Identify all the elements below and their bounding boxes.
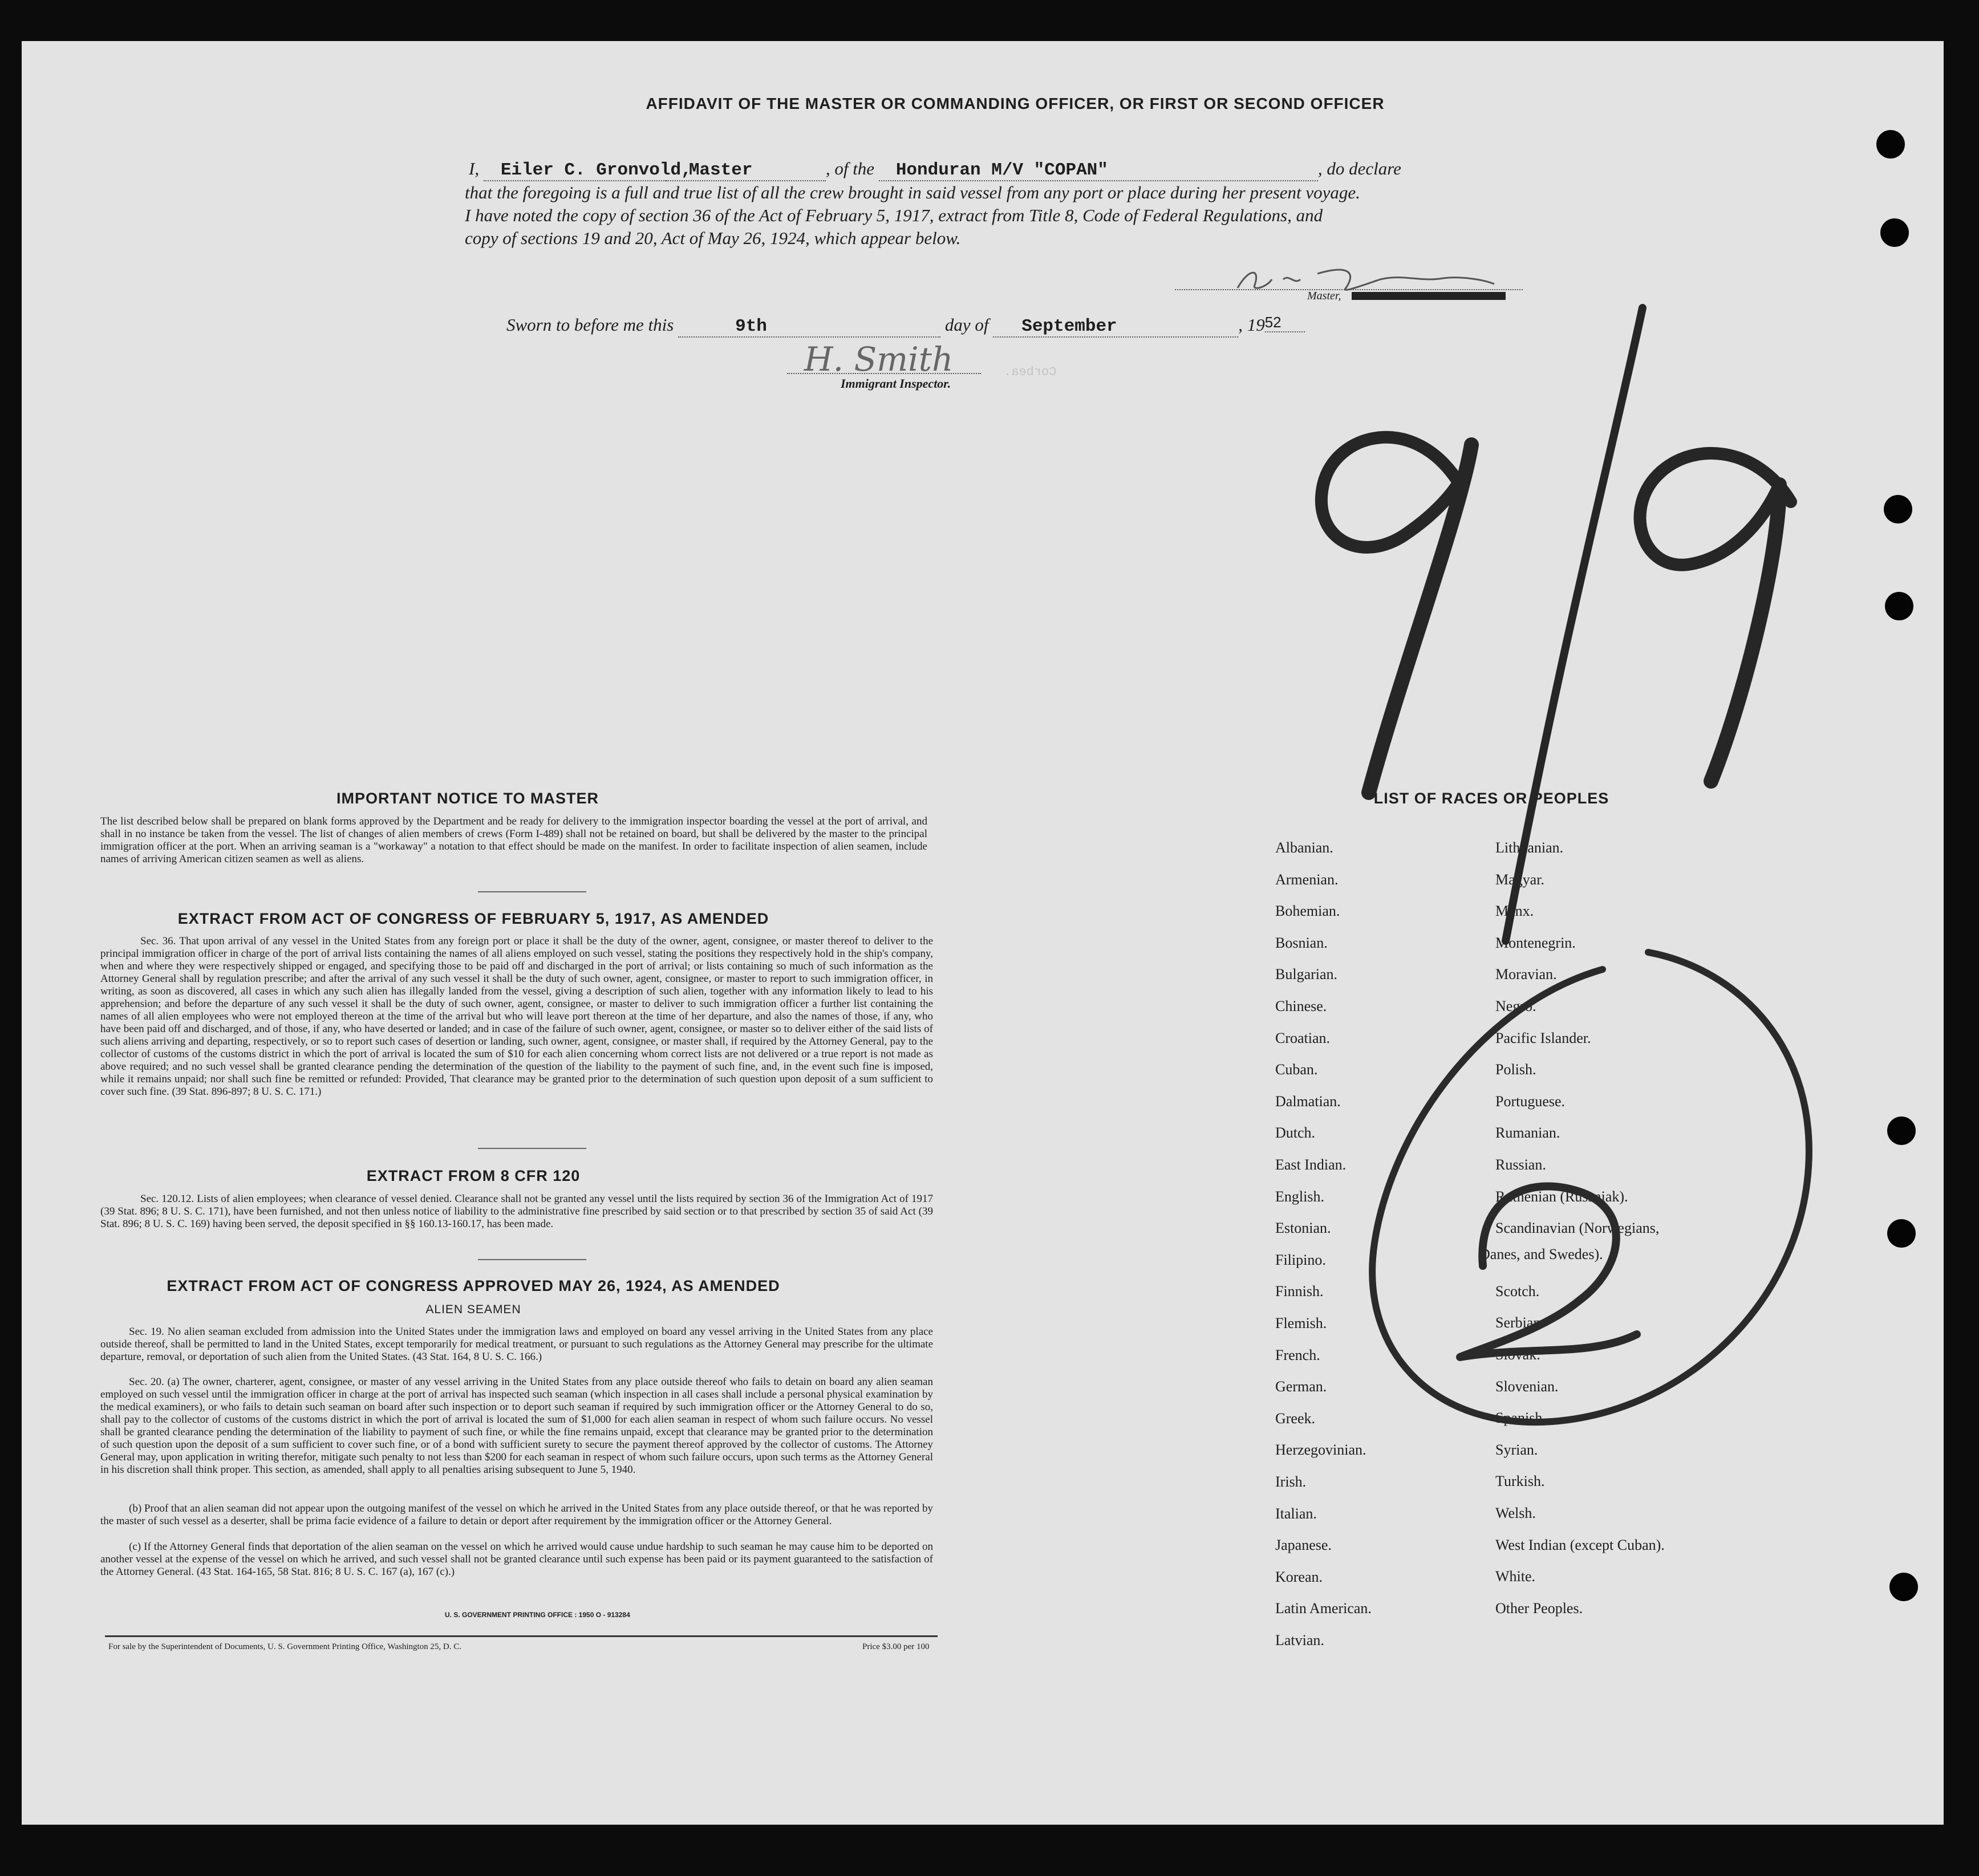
race-item: Pacific Islander. [1495, 1029, 1591, 1046]
race-item: Polish. [1495, 1061, 1536, 1078]
affidavit-line-2: that the foregoing is a full and true list of all the crew brought in said vessel from any port or place during her present voyage. [465, 182, 1360, 202]
race-item: Danes, and Swedes). [1479, 1246, 1603, 1262]
race-item: Estonian. [1275, 1220, 1331, 1237]
punch-hole [1876, 130, 1905, 159]
race-item: Herzegovinian. [1275, 1441, 1366, 1459]
race-item: Latvian. [1275, 1632, 1324, 1648]
race-item: Bohemian. [1275, 903, 1340, 920]
race-item: Negro. [1495, 998, 1536, 1014]
price-note: Price $3.00 per 100 [862, 1642, 930, 1651]
race-item: Slovenian. [1495, 1378, 1559, 1395]
race-item: Lithuanian. [1495, 839, 1564, 856]
race-item: Italian. [1275, 1505, 1317, 1522]
race-item: Russian. [1495, 1156, 1546, 1173]
race-item: Finnish. [1275, 1283, 1324, 1300]
race-item: Dutch. [1275, 1124, 1316, 1142]
race-item: Latin American. [1275, 1600, 1372, 1617]
extract-1917-title: EXTRACT FROM ACT OF CONGRESS OF FEBRUARY 5, 1917, AS AMENDED [177, 910, 769, 927]
race-item: Greek. [1275, 1410, 1316, 1427]
race-item: German. [1275, 1378, 1327, 1395]
handwritten-date-mark [1289, 297, 1814, 981]
year-prefix-text: , 19 [1238, 315, 1265, 335]
punch-hole [1885, 592, 1913, 620]
race-item: Spanish. [1495, 1410, 1546, 1427]
race-item: Filipino. [1275, 1251, 1326, 1268]
race-item: Rumanian. [1495, 1124, 1560, 1142]
race-item: Portuguese. [1495, 1093, 1566, 1110]
extract-1924-sec20a: Sec. 20. (a) The owner, charterer, agent, consignee, or master of any vessel arriving in the United States from any place outside thereof who fails to detain on board any alien seaman employed on such vessel until the immigration officer in charge at the port of arrival has inspected such seaman (which inspection in all cases shall include a personal physical examination by the medical examiners), or who fails to detain such seaman on board after such inspection or to deport such seaman if required by such immigration officer or the Attorney General to do so, shall pay to the collector of customs of the customs district in which the port of arrival is located the sum of $1,000 for each alien seaman in respect of whom such failure occurs. No vessel shall be granted clearance pending the determination of the liability to payment of such fine, or while the fine remains unpaid, except that clearance may be granted prior to the determination of such question upon the deposit of a sum sufficient to cover such fine, or of a bond with sufficient surety to secure the payment thereof approved by the collector of customs. The Attorney General may, upon application in writing therefor, mitigate such penalty to not less than $200 for each seaman in respect of whom such failure occurs, upon such terms as the Attorney General in his discretion shall think proper. This section, as amended, shall apply to all penalties arising subsequent to June 5, 1940. [100, 1376, 933, 1476]
race-item: Syrian. [1495, 1441, 1538, 1458]
sworn-day-field[interactable]: 9th [678, 316, 940, 338]
do-declare-text: , do declare [1317, 159, 1401, 178]
affidavit-i: I, [469, 159, 480, 178]
divider [478, 1148, 586, 1149]
inspector-caption: Immigrant Inspector. [841, 376, 951, 391]
race-item: Albanian. [1275, 839, 1333, 856]
divider [478, 1259, 586, 1260]
race-item: West Indian (except Cuban). [1495, 1536, 1665, 1553]
race-item: Moravian. [1495, 966, 1557, 983]
race-item: Korean. [1275, 1568, 1323, 1585]
affidavit-line-3: I have noted the copy of section 36 of the Act of February 5, 1917, extract from Title 8, Code of Federal Regulations, and [465, 205, 1323, 225]
notice-body: The list described below shall be prepared on blank forms approved by the Department and be ready for delivery to the immigration inspector boarding the vessel at the port of arrival, and shall in no instance be taken from the vessel. The list of changes of alien members of crews (Form I-489) shall not be retained on board, but shall be delivered by the master to the principal immigration officer at the port. When an arriving seaman is a "workaway" a notation to that effect should be made on the manifest. In order to facilitate inspection of alien seamen, include names of arriving American citizen seamen as well as aliens. [100, 815, 927, 865]
affidavit-title: AFFIDAVIT OF THE MASTER OR COMMANDING OFFICER, OR FIRST OR SECOND OFFICER [646, 95, 1385, 112]
vessel-field[interactable]: Honduran M/V "COPAN" [879, 160, 1318, 181]
race-item: Manx. [1495, 903, 1534, 920]
divider [478, 891, 586, 892]
master-signature [1232, 262, 1506, 297]
affidavit-line-4: copy of sections 19 and 20, Act of May 26, 1924, which appear below. [465, 228, 961, 248]
rank-field[interactable]: Master [666, 160, 826, 181]
race-item: Cuban. [1275, 1061, 1318, 1078]
race-item: Magyar. [1495, 871, 1544, 888]
punch-hole [1887, 1219, 1916, 1248]
extract-cfr-title: EXTRACT FROM 8 CFR 120 [366, 1167, 581, 1184]
notice-title: IMPORTANT NOTICE TO MASTER [336, 790, 599, 807]
race-item: Slovak. [1495, 1346, 1540, 1363]
race-item: Bosnian. [1275, 934, 1328, 951]
master-name-field[interactable]: Eiler C. Gronvold, [484, 160, 666, 181]
race-item: Other Peoples. [1495, 1599, 1583, 1617]
for-sale-note: For sale by the Superintendent of Documents, U. S. Government Printing Office, Washington 25, D. C. [108, 1642, 461, 1651]
day-of-text: day of [944, 315, 989, 335]
race-item: Turkish. [1495, 1473, 1545, 1490]
race-item: Scotch. [1495, 1282, 1540, 1300]
sworn-month-field[interactable]: September [993, 316, 1238, 338]
of-the-text: , of the [825, 159, 875, 178]
race-item: East Indian. [1275, 1156, 1347, 1173]
printing-office-imprint: U. S. GOVERNMENT PRINTING OFFICE : 1950 O - 913284 [445, 1611, 630, 1619]
race-item: Japanese. [1275, 1537, 1332, 1554]
race-item: Bulgarian. [1275, 966, 1338, 983]
race-item: Croatian. [1275, 1029, 1331, 1046]
extract-cfr-body: Sec. 120.12. Lists of alien employees; when clearance of vessel denied. Clearance shall not be granted any vessel until the lists required by section 36 of the Immigration Act of 1917 (39 Stat. 896; 8 U. S. C. 171), have been furnished, and not then unless notice of liability to the administrative fine prescribed by said section or to that prescribed by section 35 of said Act (39 Stat. 896; 8 U. S. C. 169) having been served, the deposit specified in §§ 160.13-160.17, has been made. [100, 1193, 933, 1230]
race-item: English. [1275, 1188, 1324, 1205]
extract-1924-sec19: Sec. 19. No alien seaman excluded from admission into the United States under the immigration laws and employed on board any vessel arriving in the United States from any place outside thereof, shall be permitted to land in the United States, except temporarily for medical treatment, or pursuant to such regulations as the Attorney General may prescribe for the ultimate departure, removal, or deportation of such alien from the United States. (43 Stat. 164, 8 U. S. C. 166.) [100, 1326, 933, 1363]
race-item: Armenian. [1275, 871, 1339, 888]
sworn-line [506, 314, 1305, 338]
bleed-through-text: Corbea. [1004, 365, 1057, 379]
extract-1924-title: EXTRACT FROM ACT OF CONGRESS APPROVED MAY 26, 1924, AS AMENDED [167, 1277, 780, 1294]
punch-hole [1884, 495, 1912, 523]
race-item: Dalmatian. [1275, 1093, 1341, 1110]
punch-hole [1887, 1116, 1916, 1145]
races-title: LIST OF RACES OR PEOPLES [1373, 790, 1609, 807]
sworn-text: Sworn to before me this [506, 315, 674, 335]
race-item: Montenegrin. [1495, 934, 1576, 951]
extract-1924-subtitle: ALIEN SEAMEN [425, 1303, 521, 1316]
race-item: Flemish. [1275, 1315, 1327, 1331]
punch-hole [1889, 1573, 1918, 1601]
race-item: French. [1275, 1346, 1320, 1363]
race-item: Welsh. [1495, 1505, 1536, 1521]
sworn-year-field[interactable]: 52 [1265, 314, 1305, 332]
race-item: Irish. [1275, 1473, 1307, 1490]
footer-rule [105, 1635, 938, 1637]
race-item: Chinese. [1275, 998, 1327, 1014]
race-item: White. [1495, 1568, 1536, 1585]
affidavit-declaration-line [469, 159, 1401, 181]
extract-1924-sec20b: (b) Proof that an alien seaman did not appear upon the outgoing manifest of the vessel on which he arrived in the United States from any place outside thereof, or that he was reported by the master of such vessel as a deserter, shall be prima facie evidence of a failure to detain or deport after requirement by the immigration officer or the Attorney General. [100, 1503, 933, 1527]
race-item: Ruthenian (Russniak). [1495, 1188, 1628, 1205]
inspector-signature-line [787, 372, 981, 374]
master-signature-caption: Master, [1307, 290, 1341, 302]
punch-hole [1880, 218, 1909, 247]
extract-1924-sec20c: (c) If the Attorney General finds that deportation of the alien seaman on the vessel on which he arrived would cause undue hardship to such seaman he may cause him to be deported on another vessel at the expense of the vessel on which he arrived, and such vessel shall not be granted clearance until such expense has been paid or its payment guaranteed to the satisfaction of the Attorney General. (43 Stat. 164-165, 58 Stat. 816; 8 U. S. C. 167 (a), 167 (c).) [100, 1541, 933, 1578]
race-item: Scandinavian (Norwegians, [1495, 1220, 1660, 1237]
inspector-signature: H. Smith [804, 340, 954, 379]
extract-1917-body: Sec. 36. That upon arrival of any vessel in the United States from any foreign port or place it shall be the duty of the owner, agent, consignee, or master thereof to deliver to the principal immigration officer in charge of the port of arrival lists containing the names of all aliens employed on such vessel, stating the positions they respectively hold in the ship's company, when and where they were respectively shipped or engaged, and specifying those to be paid off and discharged in the port of arrival; or lists containing so much of such information as the Attorney General shall by regulation prescribe; and after the arrival of any such vessel it shall be the duty of such owner, agent, consignee, or master to report to such immigration officer, in writing, as soon as discovered, all cases in which any such alien has illegally landed from the vessel, giving a description of such alien, together with any information likely to lead to his apprehension; and before the departure of any such vessel it shall be the duty of such owner, agent, consignee, or master to deliver to such immigration officer a further list containing the names of all alien employees who were not employed thereon at the time of the arrival but who will leave port thereon at the time of her departure, and also the names of those, if any, who have been paid off and discharged, and of those, if any, who have deserted or landed; and in case of the failure of such owner, agent, consignee, or master so to deliver either of the said lists of such aliens arriving and departing, respectively, or so to report such cases of desertion or landing, such owner, agent, consignee, or master shall, if required by the Attorney General, pay to the collector of customs of the customs district in which the port of arrival is located the sum of $10 for each alien concerning whom correct lists are not delivered or a true report is not made as above required; and no such vessel shall be granted clearance pending the determination of the question of the liability to the payment of such fine, and, in the event such fine is imposed, while it remains unpaid; nor shall such fine be remitted or refunded: Provided, That clearance may be granted prior to the determination of such question upon deposit of a sum sufficient to cover such fine. (39 Stat. 896-897; 8 U. S. C. 171.) [100, 935, 933, 1098]
race-item: Serbian. [1495, 1314, 1544, 1331]
handwritten-circled-number [1340, 947, 1836, 1460]
